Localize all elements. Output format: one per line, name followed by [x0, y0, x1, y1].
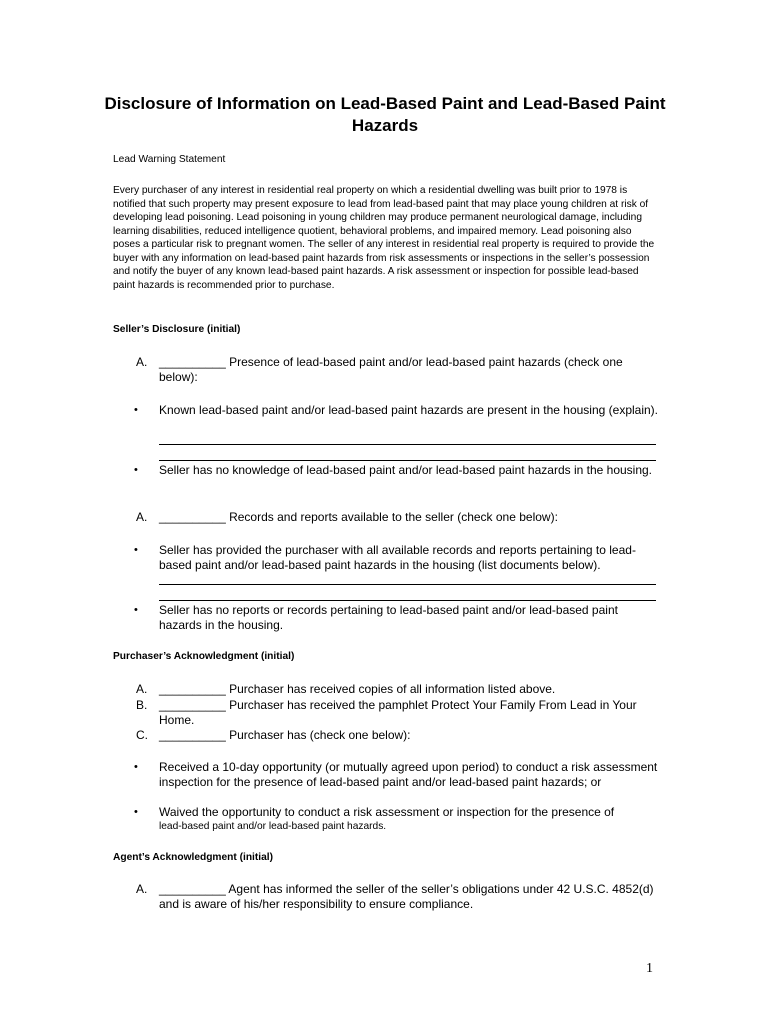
- item-marker: A.: [136, 682, 148, 696]
- document-title: Disclosure of Information on Lead-Based Paint and Lead-Based Paint Hazards: [104, 94, 666, 135]
- bullet-text: Known lead-based paint and/or lead-based paint hazards are present in the housing (explain).: [159, 403, 658, 417]
- purchaser-acknowledgment-heading: Purchaser’s Acknowledgment (initial): [113, 651, 295, 662]
- seller-disclosure-heading: Seller’s Disclosure (initial): [113, 324, 241, 335]
- lead-warning-text: Every purchaser of any interest in residential real property on which a residential dwelling was built prior to 1978 is notified that such property may present exposure to lead from lead-based paint that may place young children at risk of developing lead poisoning. Lead poisoning in young children may produce permanent neurological damage, including learning disabilities, reduced intelligence quotient, behavioral problems, and impaired memory. Lead poisoning also poses a particular risk to pregnant women. The seller of any interest in residential real property is required to provide the buyer with any information on lead-based paint hazards from risk assessments or inspections in the seller’s possession and notify the buyer of any known lead-based paint hazards. A risk assessment or inspection for possible lead-based paint hazards is recommended prior to purchase.: [113, 185, 655, 291]
- item-text: __________ Records and reports available to the seller (check one below):: [159, 510, 558, 524]
- documents-line-2: [159, 600, 656, 601]
- bullet-text: Waived the opportunity to conduct a risk assessment or inspection for the presence of: [159, 805, 615, 819]
- documents-line-1: [159, 584, 656, 585]
- bullet-text: Seller has no knowledge of lead-based paint and/or lead-based paint hazards in the housing.: [159, 463, 653, 477]
- item-marker: A.: [136, 510, 148, 524]
- item-marker: B.: [136, 698, 148, 712]
- bullet-icon: •: [134, 806, 138, 818]
- bullet-icon: •: [134, 604, 138, 616]
- bullet-icon: •: [134, 404, 138, 416]
- page-number: 1: [646, 961, 653, 976]
- item-text: __________ Purchaser has received copies of all information listed above.: [159, 682, 556, 696]
- item-text: __________ Presence of lead-based paint and/or lead-based paint hazards (check one below):: [159, 355, 623, 385]
- bullet-text-continued: lead-based paint and/or lead-based paint hazards.: [159, 821, 387, 832]
- bullet-text: Seller has no reports or records pertaining to lead-based paint and/or lead-based paint hazards in the housing.: [159, 603, 618, 633]
- bullet-text: Seller has provided the purchaser with all available records and reports pertaining to lead-based paint and/or lead-based paint hazards in the housing (list documents below).: [159, 543, 636, 573]
- item-text: __________ Purchaser has (check one below):: [159, 728, 411, 742]
- item-marker: A.: [136, 882, 148, 896]
- explain-line-2: [159, 460, 656, 461]
- item-marker: C.: [136, 728, 148, 742]
- agent-acknowledgment-heading: Agent’s Acknowledgment (initial): [113, 852, 273, 863]
- item-text: __________ Purchaser has received the pamphlet Protect Your Family From Lead in Your Home.: [159, 698, 637, 728]
- bullet-icon: •: [134, 544, 138, 556]
- lead-warning-heading: Lead Warning Statement: [113, 154, 226, 165]
- item-text: __________ Agent has informed the seller of the seller’s obligations under 42 U.S.C. 4852(d) and is aware of his/her responsibility to ensure compliance.: [159, 882, 654, 912]
- item-marker: A.: [136, 355, 148, 369]
- bullet-icon: •: [134, 464, 138, 476]
- explain-line-1: [159, 444, 656, 445]
- bullet-text: Received a 10-day opportunity (or mutually agreed upon period) to conduct a risk assessment inspection for the presence of lead-based paint and/or lead-based paint hazards; or: [159, 760, 658, 790]
- bullet-icon: •: [134, 761, 138, 773]
